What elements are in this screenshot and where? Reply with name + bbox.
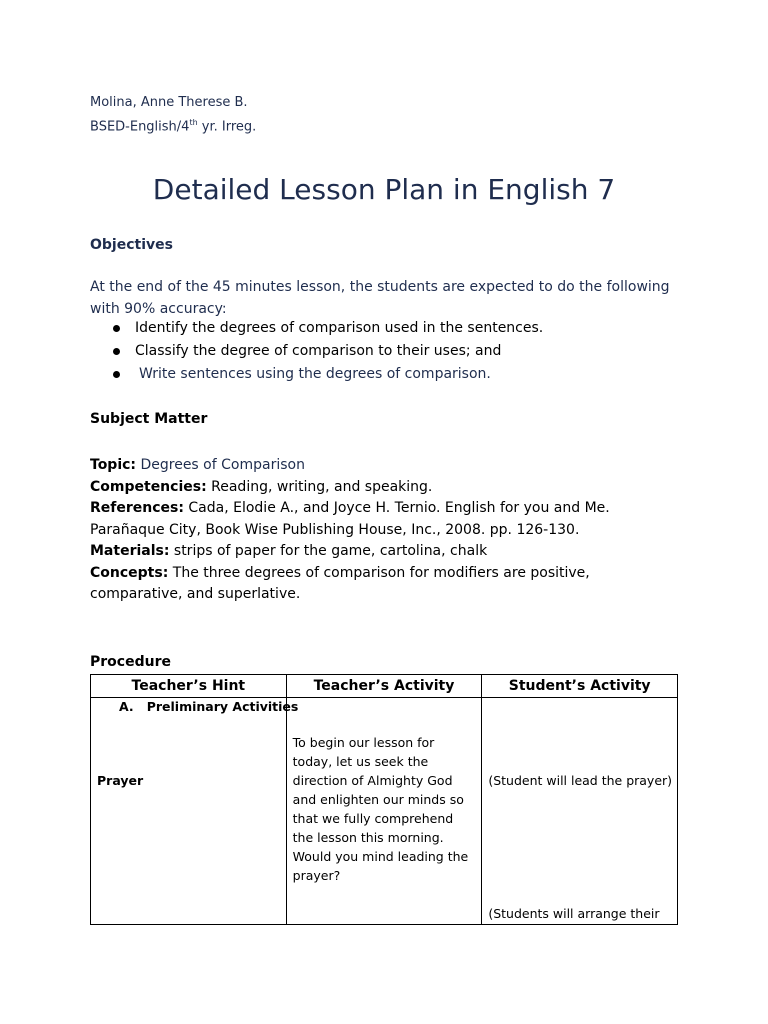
objective-item	[90, 317, 670, 340]
concepts-line	[90, 563, 685, 606]
materials-value: strips of paper for the game, cartolina, chalk	[169, 543, 488, 559]
table-row	[91, 698, 678, 925]
competencies-value: Reading, writing, and speaking.	[206, 478, 433, 495]
references-value: Cada, Elodie A., and Joyce H. Ternio. English for you and Me. Parañaque City, Book Wise Publishing House, Inc., 2008. pp. 126-130.	[90, 500, 610, 538]
program-superscript: th	[189, 118, 198, 127]
procedure-table	[90, 674, 678, 925]
procedure-heading: Procedure	[90, 654, 171, 670]
bullet-icon	[113, 325, 120, 332]
prayer-hint: Prayer	[97, 773, 144, 788]
objective-text: Write sentences using the degrees of comparison.	[139, 366, 491, 382]
students-activity-text-1: (Student will lead the prayer)	[488, 773, 673, 788]
competencies-label: Competencies:	[90, 478, 207, 495]
topic-line	[90, 455, 685, 477]
objective-text: Classify the degree of comparison to their uses; and	[135, 343, 502, 359]
column-header-teachers-activity: Teacher’s Activity	[286, 675, 482, 698]
column-header-students-activity: Student’s Activity	[482, 675, 678, 698]
column-header-teachers-hint: Teacher’s Hint	[91, 675, 287, 698]
students-activity-cell	[482, 698, 678, 925]
objectives-heading: Objectives	[90, 237, 173, 253]
teachers-hint-cell	[91, 698, 299, 925]
references-line	[90, 498, 685, 541]
subject-matter-block	[90, 455, 685, 606]
materials-line	[90, 541, 685, 563]
concepts-label: Concepts:	[90, 564, 169, 581]
teachers-activity-text: To begin our lesson for today, let us seek the direction of Almighty God and enlighten our minds so that we fully comprehend the lesson this morning. Would you mind leading the prayer?	[292, 735, 469, 883]
competencies-line	[90, 477, 685, 499]
bullet-icon	[113, 371, 120, 378]
author-block	[90, 93, 256, 137]
students-activity-text-2: (Students will arrange their	[488, 906, 660, 921]
author-name: Molina, Anne Therese B.	[90, 95, 248, 110]
objective-item	[90, 363, 670, 386]
topic-label: Topic:	[90, 457, 137, 473]
table-header-row	[91, 675, 678, 698]
topic-value: Degrees of Comparison	[136, 457, 305, 473]
objective-text: Identify the degrees of comparison used in the sentences.	[135, 320, 544, 336]
author-program	[90, 113, 256, 137]
bullet-icon	[113, 348, 120, 355]
document-title: Detailed Lesson Plan in English 7	[152, 173, 616, 206]
concepts-value: The three degrees of comparison for modifiers are positive, comparative, and superlative.	[90, 564, 590, 602]
objectives-list	[90, 317, 670, 386]
program-suffix: yr. Irreg.	[197, 119, 257, 135]
subject-matter-heading: Subject Matter	[90, 411, 208, 427]
objective-item	[90, 340, 670, 363]
program-prefix: BSED-English/4	[90, 119, 190, 135]
objectives-intro: At the end of the 45 minutes lesson, the students are expected to do the following with 90% accuracy:	[90, 279, 670, 317]
references-label: References:	[90, 500, 184, 516]
preliminary-activities-label: A. Preliminary Activities	[119, 699, 299, 714]
materials-label: Materials:	[90, 543, 170, 559]
teachers-activity-cell	[286, 698, 482, 925]
